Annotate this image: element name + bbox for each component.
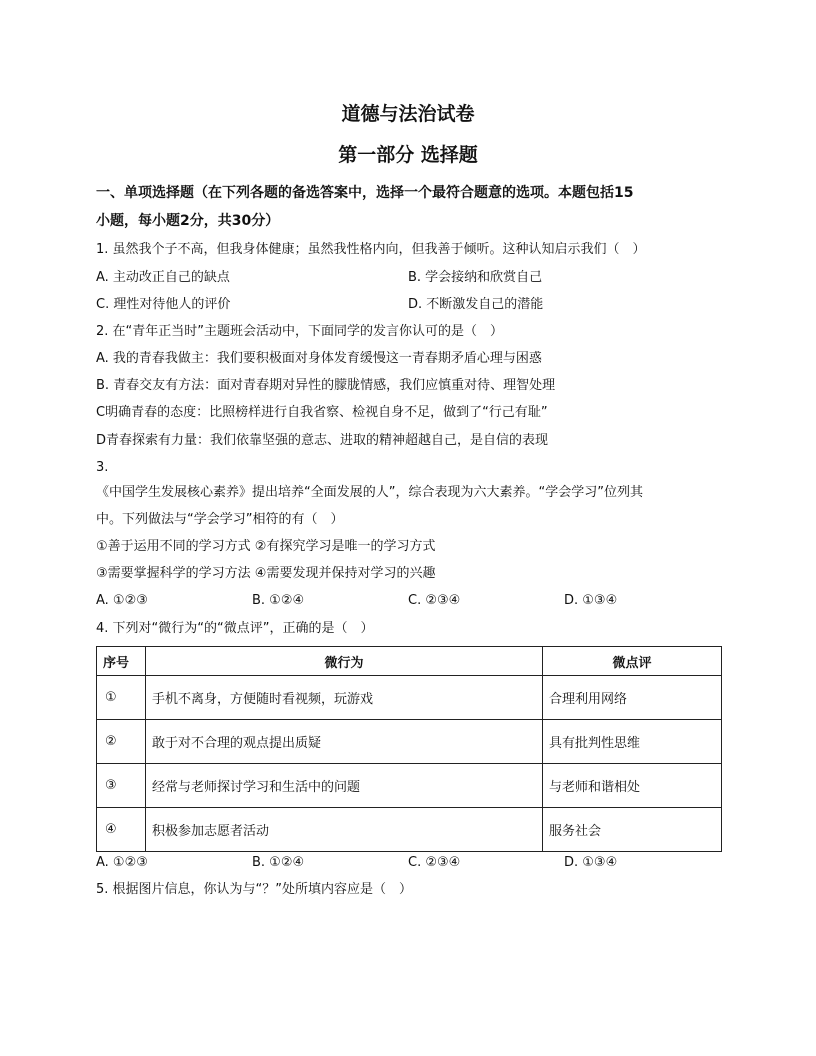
question-3-stem-line1: 《中国学生发展核心素养》提出培养“全面发展的人”，综合表现为六大素养。“学会学习”位列其 bbox=[96, 485, 643, 500]
question-3-option-b: B. ①②④ bbox=[252, 593, 305, 608]
part-title: 第一部分 选择题 bbox=[338, 144, 478, 166]
table-cell-behavior: 积极参加志愿者活动 bbox=[146, 808, 543, 852]
table-cell-number: ② bbox=[97, 720, 146, 764]
table-cell-comment: 与老师和谐相处 bbox=[543, 764, 722, 808]
table-cell-behavior: 敢于对不合理的观点提出质疑 bbox=[146, 720, 543, 764]
section-instructions-line1: 一、单项选择题（在下列各题的备选答案中，选择一个最符合题意的选项。本题包括15 bbox=[96, 185, 634, 201]
table-cell-number: ④ bbox=[97, 808, 146, 852]
question-4-option-b: B. ①②④ bbox=[252, 855, 305, 870]
question-2-option-d: D青春探索有力量：我们依靠坚强的意志、进取的精神超越自己，是自信的表现 bbox=[96, 433, 549, 448]
question-4-stem: 4. 下列对“微行为“的“微点评”，正确的是（ ） bbox=[96, 621, 374, 636]
question-3-option-a: A. ①②③ bbox=[96, 593, 148, 608]
question-2-option-c: C明确青春的态度：比照榜样进行自我省察、检视自身不足，做到了“行己有耻” bbox=[96, 405, 548, 420]
table-cell-number: ③ bbox=[97, 764, 146, 808]
question-3-stem-line2: 中。下列做法与“学会学习”相符的有（ ） bbox=[96, 512, 344, 527]
question-2-stem: 2. 在“青年正当时”主题班会活动中，下面同学的发言你认可的是（ ） bbox=[96, 324, 504, 339]
question-2-option-b: B. 青春交友有方法：面对青春期对异性的朦胧情感，我们应慎重对待、理智处理 bbox=[96, 378, 556, 393]
table-cell-comment: 合理利用网络 bbox=[543, 676, 722, 720]
table-row bbox=[97, 764, 722, 808]
table-row bbox=[97, 720, 722, 764]
table-row bbox=[97, 676, 722, 720]
table-cell-comment: 服务社会 bbox=[543, 808, 722, 852]
table-cell-behavior: 经常与老师探讨学习和生活中的问题 bbox=[146, 764, 543, 808]
question-1-option-d: D. 不断激发自己的潜能 bbox=[408, 297, 544, 312]
question-4-option-d: D. ①③④ bbox=[564, 855, 618, 870]
table-cell-behavior: 手机不离身，方便随时看视频，玩游戏 bbox=[146, 676, 543, 720]
question-1-stem: 1. 虽然我个子不高，但我身体健康；虽然我性格内向，但我善于倾听。这种认知启示我们（ ） bbox=[96, 242, 646, 257]
question-3-items-line1: ①善于运用不同的学习方式 ②有探究学习是唯一的学习方式 bbox=[96, 539, 436, 554]
question-2-option-a: A. 我的青春我做主：我们要积极面对身体发育缓慢这一青春期矛盾心理与困惑 bbox=[96, 351, 542, 366]
table-cell-comment: 具有批判性思维 bbox=[543, 720, 722, 764]
question-5-stem: 5. 根据图片信息，你认为与“？”处所填内容应是（ ） bbox=[96, 882, 413, 897]
table-header-number: 序号 bbox=[97, 647, 146, 676]
question-4-table bbox=[96, 646, 722, 852]
question-3-items-line2: ③需要掌握科学的学习方法 ④需要发现并保持对学习的兴趣 bbox=[96, 566, 436, 581]
table-cell-number: ① bbox=[97, 676, 146, 720]
question-1-option-a: A. 主动改正自己的缺点 bbox=[96, 270, 230, 285]
question-3-option-d: D. ①③④ bbox=[564, 593, 618, 608]
table-header-row bbox=[97, 647, 722, 676]
question-1-option-b: B. 学会接纳和欣赏自己 bbox=[408, 270, 543, 285]
question-4-option-c: C. ②③④ bbox=[408, 855, 461, 870]
question-4-option-a: A. ①②③ bbox=[96, 855, 148, 870]
section-instructions-line2: 小题，每小题2分，共30分） bbox=[96, 213, 280, 229]
table-header-behavior: 微行为 bbox=[146, 647, 543, 676]
question-3-option-c: C. ②③④ bbox=[408, 593, 461, 608]
question-3-number: 3. bbox=[96, 460, 109, 475]
exam-title: 道德与法治试卷 bbox=[341, 103, 475, 125]
table-header-comment: 微点评 bbox=[543, 647, 722, 676]
question-1-option-c: C. 理性对待他人的评价 bbox=[96, 297, 231, 312]
table-row bbox=[97, 808, 722, 852]
